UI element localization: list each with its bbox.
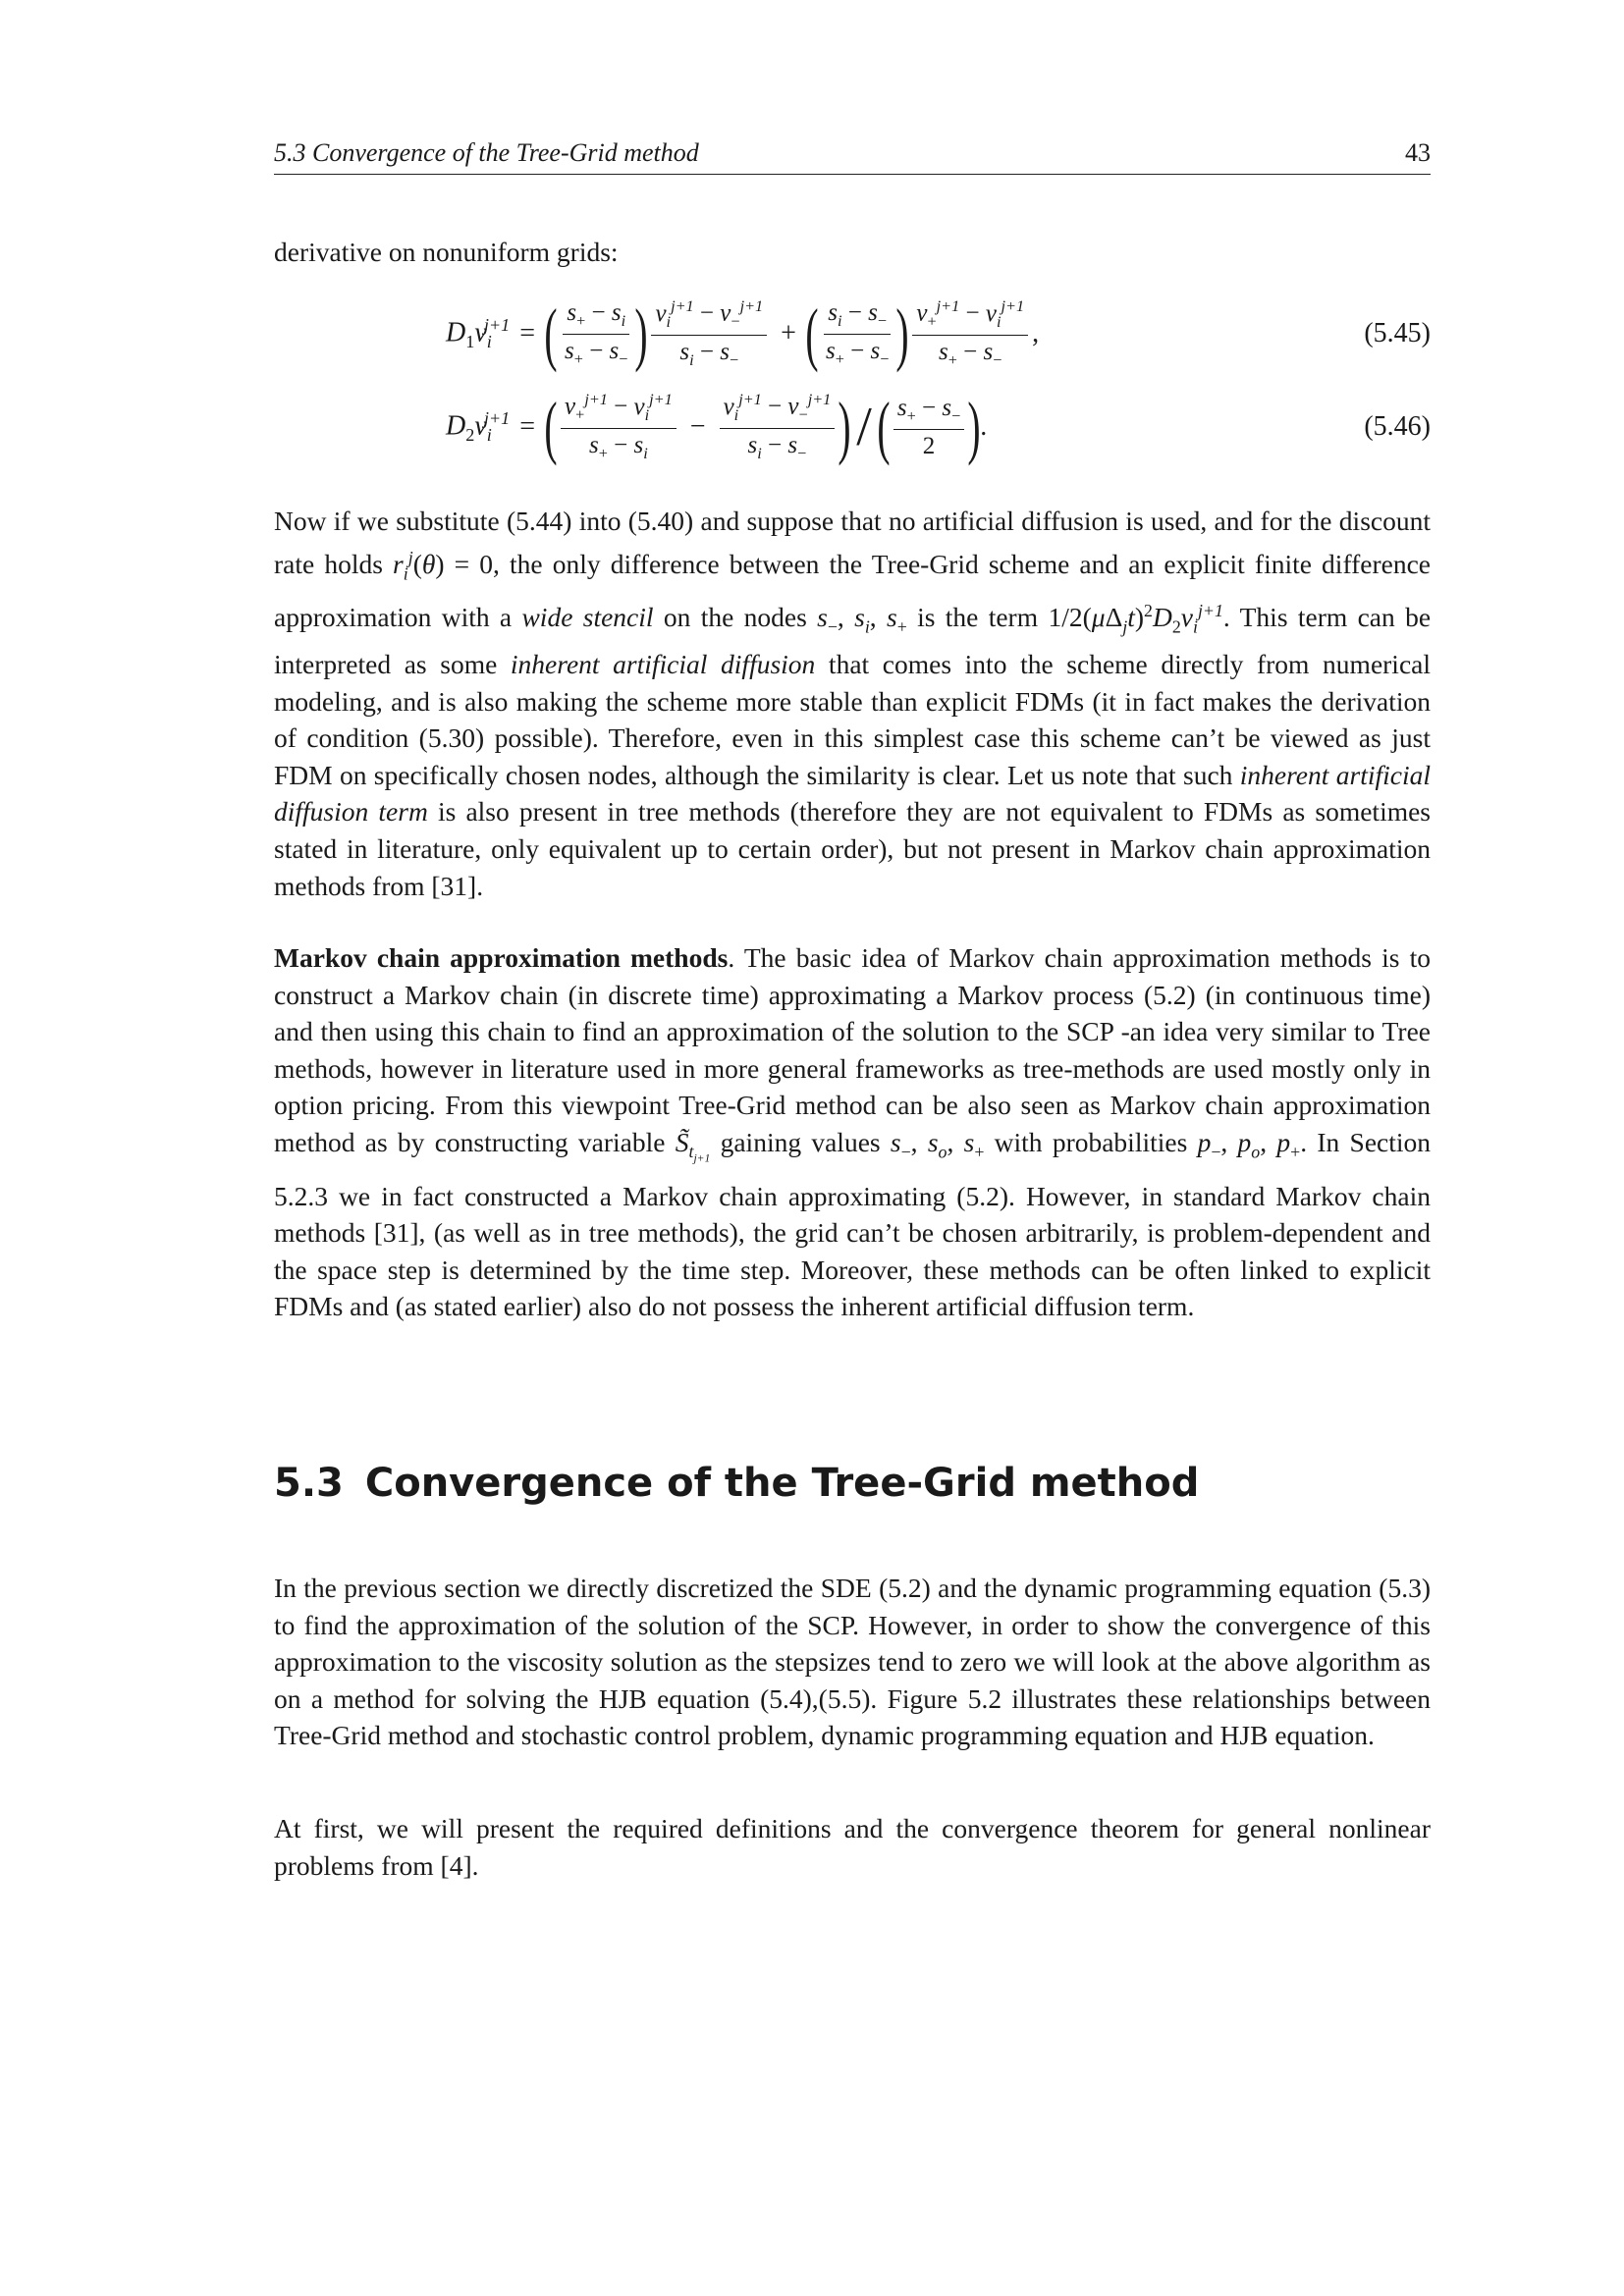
paragraph-convergence-intro: In the previous section we directly discretized the SDE (5.2) and the dynamic programming equation (5.3) to find the approximation of the solution of the SCP. However, in order to show the convergence of this approximation to the viscosity solution as the stepsizes tend to zero we will look at the above algorithm as on a method for solving the HJB equation (5.4),(5.5). Figure 5.2 illustrates these relationships between Tree-Grid method and stochastic control problem, dynamic programming equation and HJB equation. [274, 1573, 1431, 1751]
paragraph-definitions: At first, we will present the required definitions and the convergence theorem for general nonlinear problems from [4]. [274, 1813, 1431, 1881]
section-heading [274, 1461, 1199, 1506]
running-head-title: 5.3 Convergence of the Tree-Grid method [274, 138, 699, 167]
equation-5-45-body: $D_1v_i^{j+1}$ = ( $\frac{s_+ - s_i}{s_+ - s_-}$ ) $\frac{v_i^{j+1} - v_-^{j+1}}{s_i - s_-}$ + ( $\frac{s_i - s_-}{s_+ - s_-}$ ) $\frac{v_+^{j+1} - v_i^{j+1}}{s_+ - s_-}$ , [446, 294, 1040, 373]
equation-5-46-body: $D_2v_i^{j+1}$ = ( $\frac{v_+^{j+1} - v_i^{j+1}}{s_+ - s_i}$ − $\frac{v_i^{j+1} - v_-^{j+1}}{s_i - s_-}$ ) / ( $\frac{s_+ - s_-}{2}$ ) . [446, 388, 988, 466]
paragraph-lead-in: Markov chain approximation methods [274, 942, 729, 973]
intro-line: derivative on nonuniform grids: [274, 237, 619, 267]
equation-number: (5.45) [1364, 318, 1431, 348]
paragraph-markov-chain: Markov chain approximation methods. The basic idea of Markov chain approximation methods is to construct a Markov chain (in discrete time) approximating a Markov process (5.2) (in continuous time) and then using this chain to find an approximation of the solution to the SCP -an idea very similar to Tree methods, however in literature used in more general frameworks as tree-methods are used mostly only in option pricing. From this viewpoint Tree-Grid method can be also seen as Markov chain approximation method as by constructing variable $S̃_{t_{j+1}}$ gaining values $s_-$, $s_o$, $s_+$ with probabilities $p_-$, $p_o$, $p_+$. In Section 5.2.3 we in fact constructed a Markov chain approximating (5.2). However, in standard Markov chain methods [31], (as well as in tree methods), the grid can’t be chosen arbitrarily, is problem-dependent and the space step is determined by the time step. Moreover, these methods can be often linked to explicit FDMs and (as stated earlier) also do not possess the inherent artificial diffusion term. [274, 942, 1432, 1322]
equation-lhs: $D_1v_i^{j+1}$ [446, 315, 511, 351]
section-number: 5.3 [274, 1461, 344, 1506]
page-number: 43 [1405, 138, 1431, 167]
section-title: Convergence of the Tree-Grid method [364, 1461, 1200, 1506]
equation-lhs: $D_2v_i^{j+1}$ [446, 408, 511, 445]
equation-number: (5.46) [1364, 411, 1431, 442]
paragraph-artificial-diffusion: Now if we substitute (5.44) into (5.40) and suppose that no artificial diffusion is used, and for the discount rate holds $r_i^j(\theta) = 0$, the only difference between the Tree-Grid scheme and an explicit finite difference approximation with a wide stencil on the nodes $s_-$, $s_i$, $s_+$ is the term $1/2(\mu\Delta_jt)^2D_2v_i^{j+1}$. This term can be interpreted as some inherent artificial diffusion that comes into the scheme directly from numerical modeling, and is also making the scheme more stable than explicit FDMs (it in fact makes the derivation of condition (5.30) possible). Therefore, even in this simplest case this scheme can’t be viewed as just FDM on specifically chosen nodes, although the similarity is clear. Let us note that such inherent artificial diffusion term is also present in tree methods (therefore they are not equivalent to FDMs as sometimes stated in literature, only equivalent up to certain order), but not present in Markov chain approximation methods from [31]. [274, 506, 1432, 901]
equation-5-46 [274, 378, 1431, 476]
equation-5-45 [274, 285, 1431, 383]
running-head [274, 138, 1431, 175]
